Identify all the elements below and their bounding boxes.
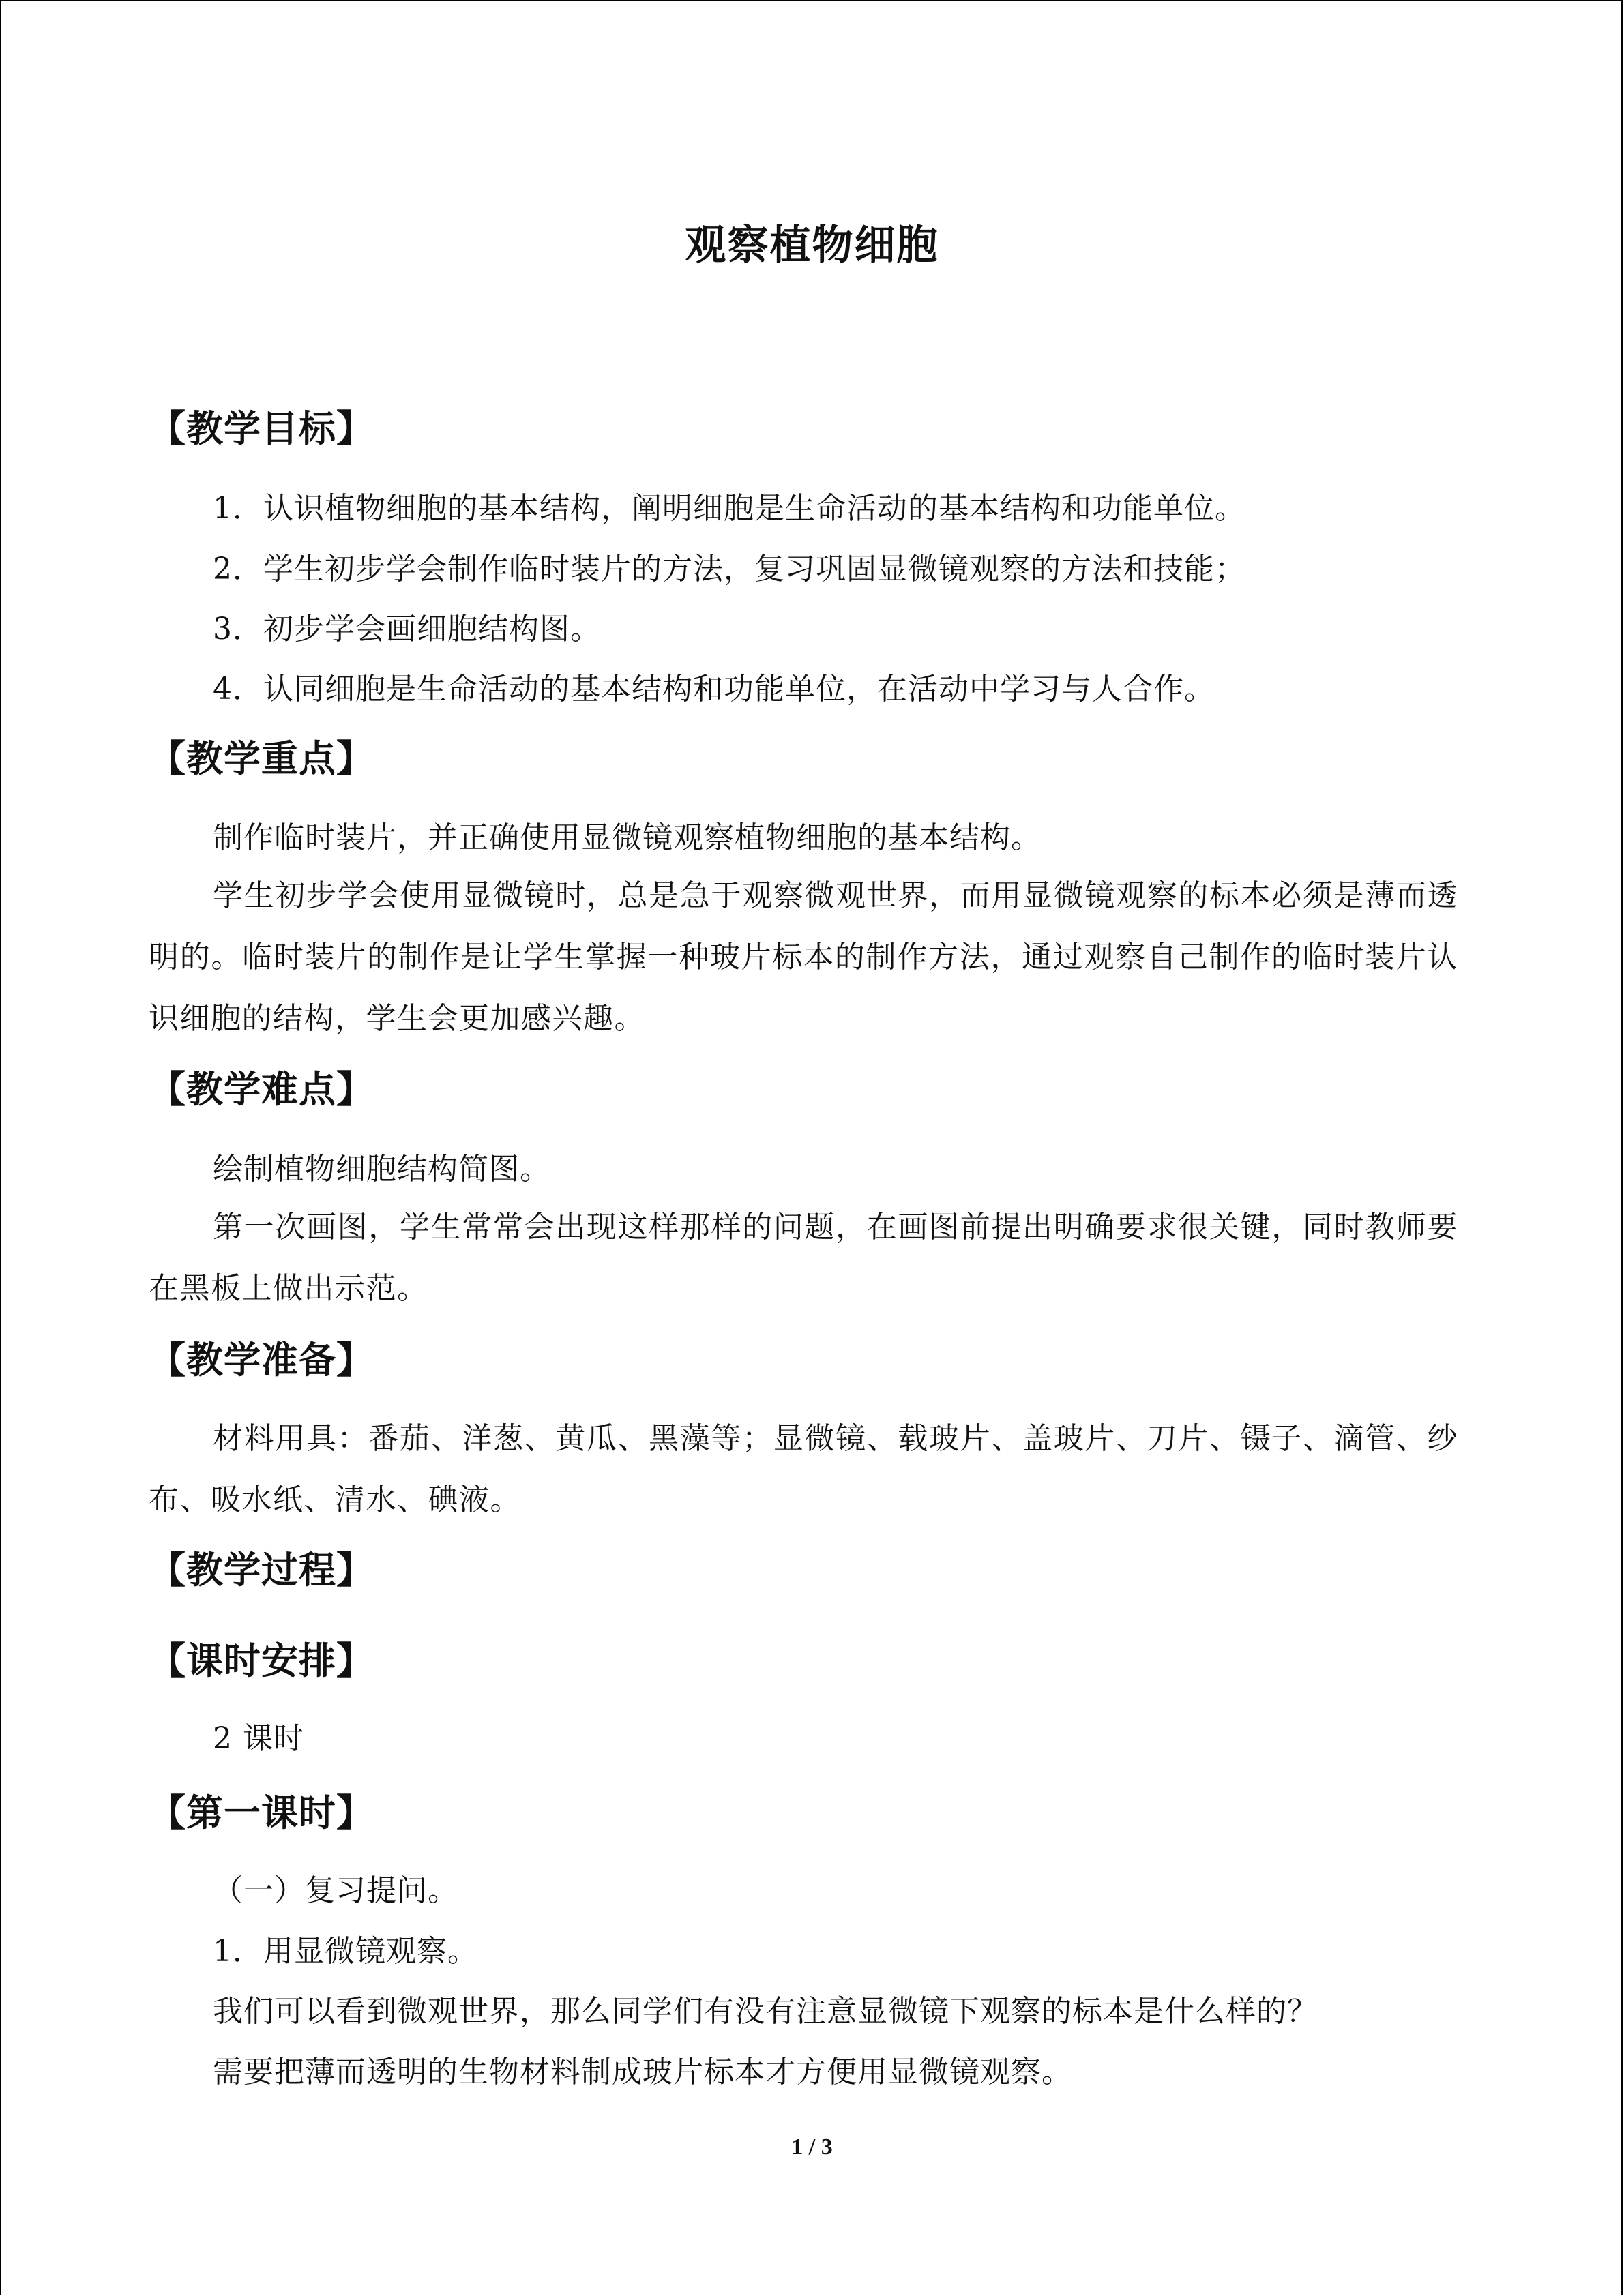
objective-item-1: 1．认识植物细胞的基本结构，阐明细胞是生命活动的基本结构和功能单位。	[213, 491, 1245, 526]
schedule-line: 2 课时	[213, 1721, 304, 1756]
heading-process: 【教学过程】	[149, 1548, 374, 1592]
heading-difficulties: 【教学难点】	[149, 1067, 374, 1111]
document-title: 观察植物细胞	[685, 222, 939, 269]
heading-objectives: 【教学目标】	[149, 406, 374, 450]
preparation-paragraph: 材料用具：番茄、洋葱、黄瓜、黑藻等；显微镜、载玻片、盖玻片、刀片、镊子、滴管、纱布、吸水纸、清水、碘液。	[149, 1421, 1458, 1517]
heading-schedule: 【课时安排】	[149, 1639, 374, 1682]
first-lesson-line-4: 需要把薄而透明的生物材料制成玻片标本才方便用显微镜观察。	[213, 2055, 1072, 2089]
objective-item-4: 4．认同细胞是生命活动的基本结构和功能单位，在活动中学习与人合作。	[213, 672, 1215, 706]
heading-first-lesson: 【第一课时】	[149, 1791, 374, 1834]
key-points-line: 制作临时装片，并正确使用显微镜观察植物细胞的基本结构。	[213, 820, 1042, 855]
difficulties-line: 绘制植物细胞结构简图。	[213, 1152, 550, 1187]
key-points-paragraph: 学生初步学会使用显微镜时，总是急于观察微观世界，而用显微镜观察的标本必须是薄而透明的。临时装片的制作是让学生掌握一种玻片标本的制作方法，通过观察自己制作的临时装片认识细胞的结构，学生会更加感兴趣。	[149, 878, 1458, 1036]
difficulties-paragraph: 第一次画图，学生常常会出现这样那样的问题，在画图前提出明确要求很关键，同时教师要在黑板上做出示范。	[149, 1210, 1458, 1306]
heading-preparation: 【教学准备】	[149, 1338, 374, 1382]
heading-key-points: 【教学重点】	[149, 736, 374, 780]
objective-item-2: 2．学生初步学会制作临时装片的方法，复习巩固显微镜观察的方法和技能；	[213, 552, 1245, 586]
objective-item-3: 3．初步学会画细胞结构图。	[213, 612, 601, 646]
first-lesson-line-2: 1．用显微镜观察。	[213, 1934, 478, 1969]
first-lesson-line-3: 我们可以看到微观世界，那么同学们有没有注意显微镜下观察的标本是什么样的？	[213, 1994, 1318, 2029]
page-number: 1 / 3	[791, 2134, 833, 2160]
first-lesson-line-1: （一）复习提问。	[213, 1873, 458, 1908]
